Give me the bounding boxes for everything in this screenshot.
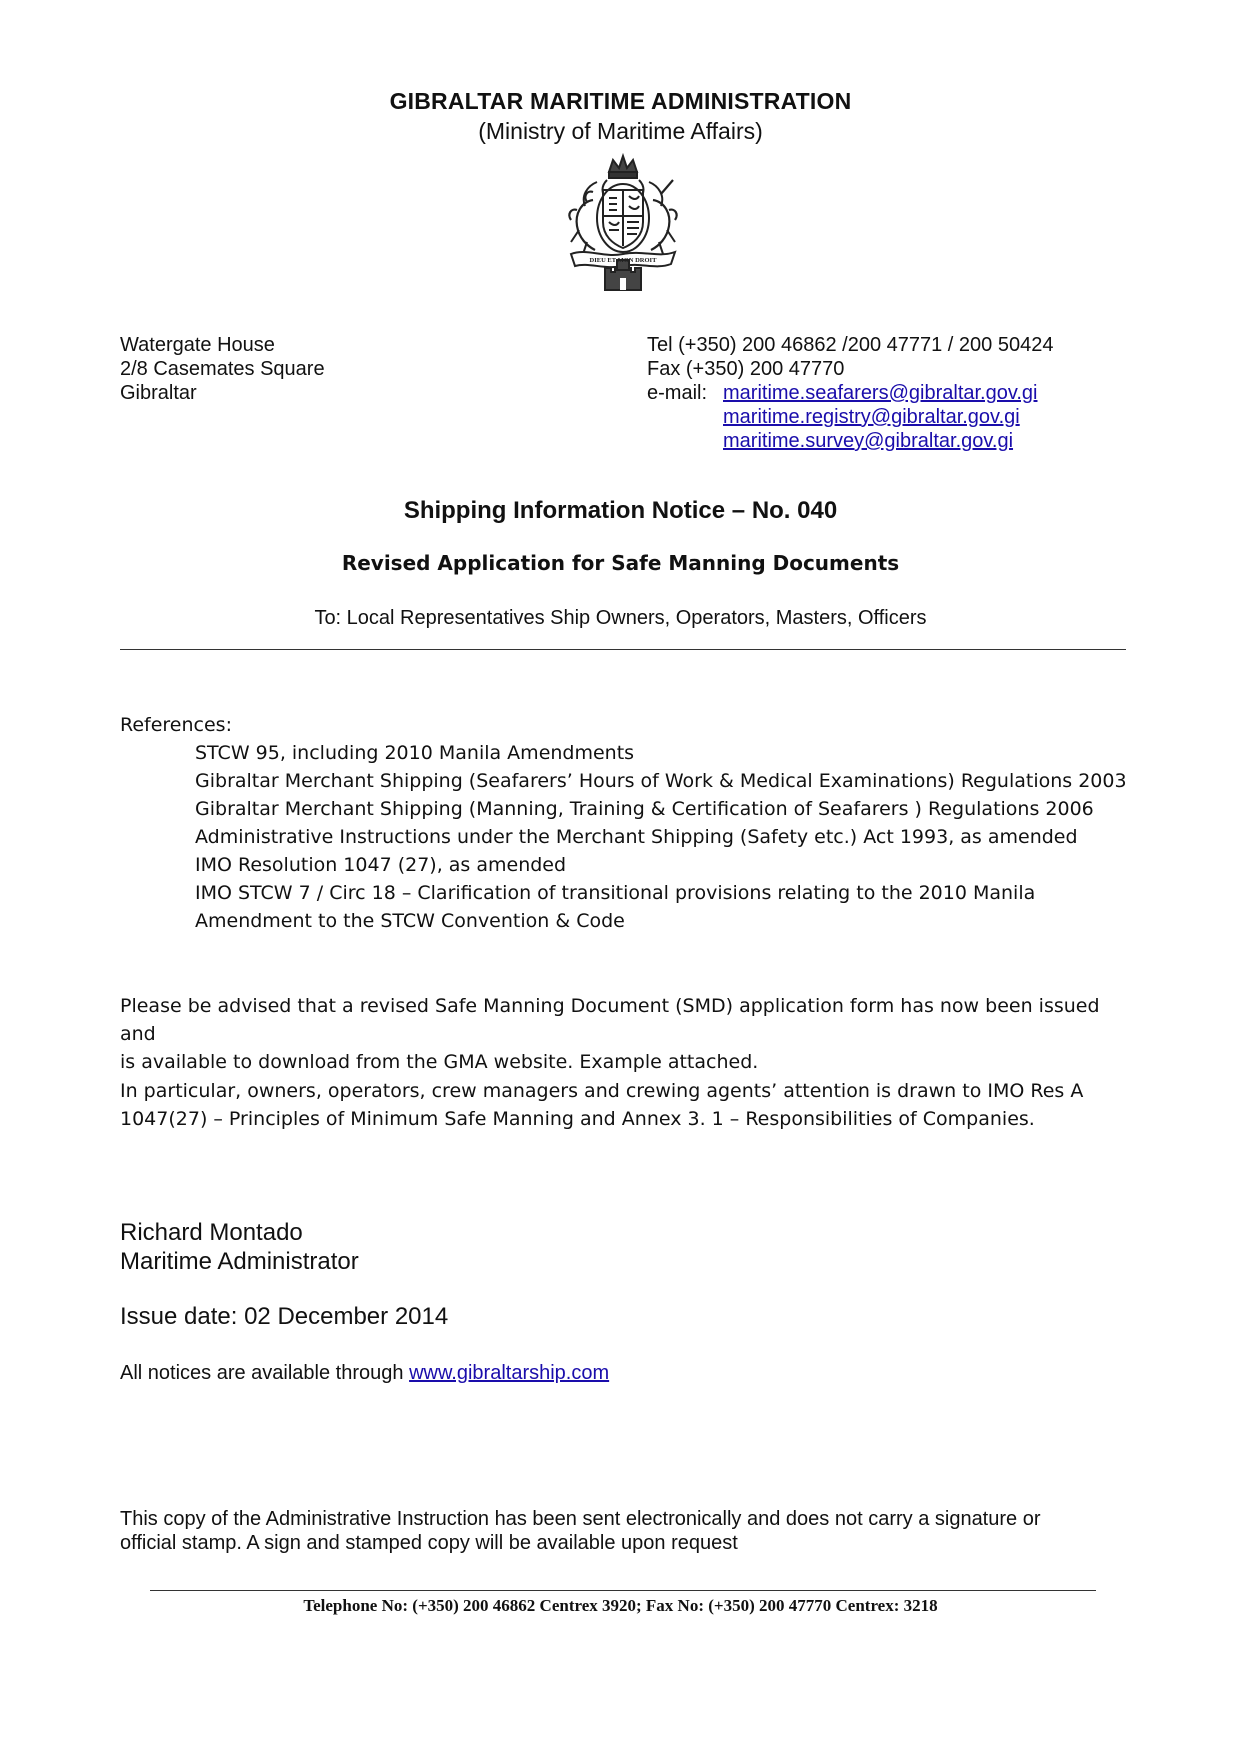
signature-block — [120, 1218, 359, 1276]
telephone: Tel (+350) 200 46862 /200 47771 / 200 50424 — [647, 334, 1054, 356]
disclaimer-line: official stamp. A sign and stamped copy will be available upon request — [120, 1532, 738, 1554]
address-line: Gibraltar — [120, 382, 197, 404]
email-link-registry[interactable]: maritime.registry@gibraltar.gov.gi — [723, 406, 1020, 428]
reference-item: STCW 95, including 2010 Manila Amendments — [195, 742, 635, 764]
advisory-paragraph — [120, 992, 1130, 1076]
coat-of-arms-icon — [557, 150, 689, 295]
notice-recipients: To: Local Representatives Ship Owners, Operators, Masters, Officers — [314, 607, 927, 629]
references-list — [195, 739, 1127, 935]
reference-item: Gibraltar Merchant Shipping (Manning, Training & Certification of Seafarers ) Regulations 2006 — [195, 798, 1094, 820]
ministry-subtitle: (Ministry of Maritime Affairs) — [478, 118, 763, 144]
notices-availability — [120, 1362, 609, 1385]
footer-contact: Telephone No: (+350) 200 46862 Centrex 3920; Fax No: (+350) 200 47770 Centrex: 3218 — [303, 1596, 938, 1615]
email-label: e-mail: — [647, 382, 708, 404]
paragraph-line: In particular, owners, operators, crew managers and crewing agents’ attention is drawn to IMO Res A — [120, 1080, 1084, 1102]
references-heading: References: — [120, 714, 232, 736]
reference-item: IMO STCW 7 / Circ 18 – Clarification of transitional provisions relating to the 2010 Manila — [195, 882, 1036, 904]
crest-motto: DIEU ET MON DROIT — [589, 257, 657, 264]
attention-paragraph — [120, 1077, 1130, 1133]
footer-divider — [150, 1590, 1096, 1591]
disclaimer — [120, 1507, 1120, 1555]
signatory-role: Maritime Administrator — [120, 1248, 359, 1275]
paragraph-line: 1047(27) – Principles of Minimum Safe Manning and Annex 3. 1 – Responsibilities of Companies. — [120, 1108, 1035, 1130]
reference-item: Administrative Instructions under the Merchant Shipping (Safety etc.) Act 1993, as amended — [195, 826, 1078, 848]
reference-item: Gibraltar Merchant Shipping (Seafarers’ Hours of Work & Medical Examinations) Regulations 2003 — [195, 770, 1127, 792]
fax: Fax (+350) 200 47770 — [647, 358, 845, 380]
notice-title: Shipping Information Notice – No. 040 — [403, 497, 838, 524]
email-link-seafarers[interactable]: maritime.seafarers@gibraltar.gov.gi — [723, 382, 1038, 404]
address-line: Watergate House — [120, 334, 275, 356]
issue-date: Issue date: 02 December 2014 — [120, 1303, 449, 1330]
disclaimer-line: This copy of the Administrative Instruction has been sent electronically and does not carry a signature or — [120, 1508, 1041, 1530]
divider — [120, 649, 1126, 650]
paragraph-line: is available to download from the GMA website. Example attached. — [120, 1051, 759, 1073]
email-link-survey[interactable]: maritime.survey@gibraltar.gov.gi — [723, 430, 1014, 452]
paragraph-line: Please be advised that a revised Safe Manning Document (SMD) application form has now been issued and — [120, 995, 1100, 1045]
contact-block — [647, 333, 1053, 453]
address-line: 2/8 Casemates Square — [120, 358, 325, 380]
reference-item: Amendment to the STCW Convention & Code — [195, 910, 625, 932]
website-link[interactable]: www.gibraltarship.com — [409, 1362, 610, 1384]
organization-title: GIBRALTAR MARITIME ADMINISTRATION — [389, 88, 852, 114]
signatory-name: Richard Montado — [120, 1219, 303, 1246]
notices-text: All notices are available through — [120, 1362, 410, 1384]
reference-item: IMO Resolution 1047 (27), as amended — [195, 854, 567, 876]
notice-subtitle: Revised Application for Safe Manning Documents — [341, 551, 900, 575]
postal-address — [120, 333, 325, 405]
